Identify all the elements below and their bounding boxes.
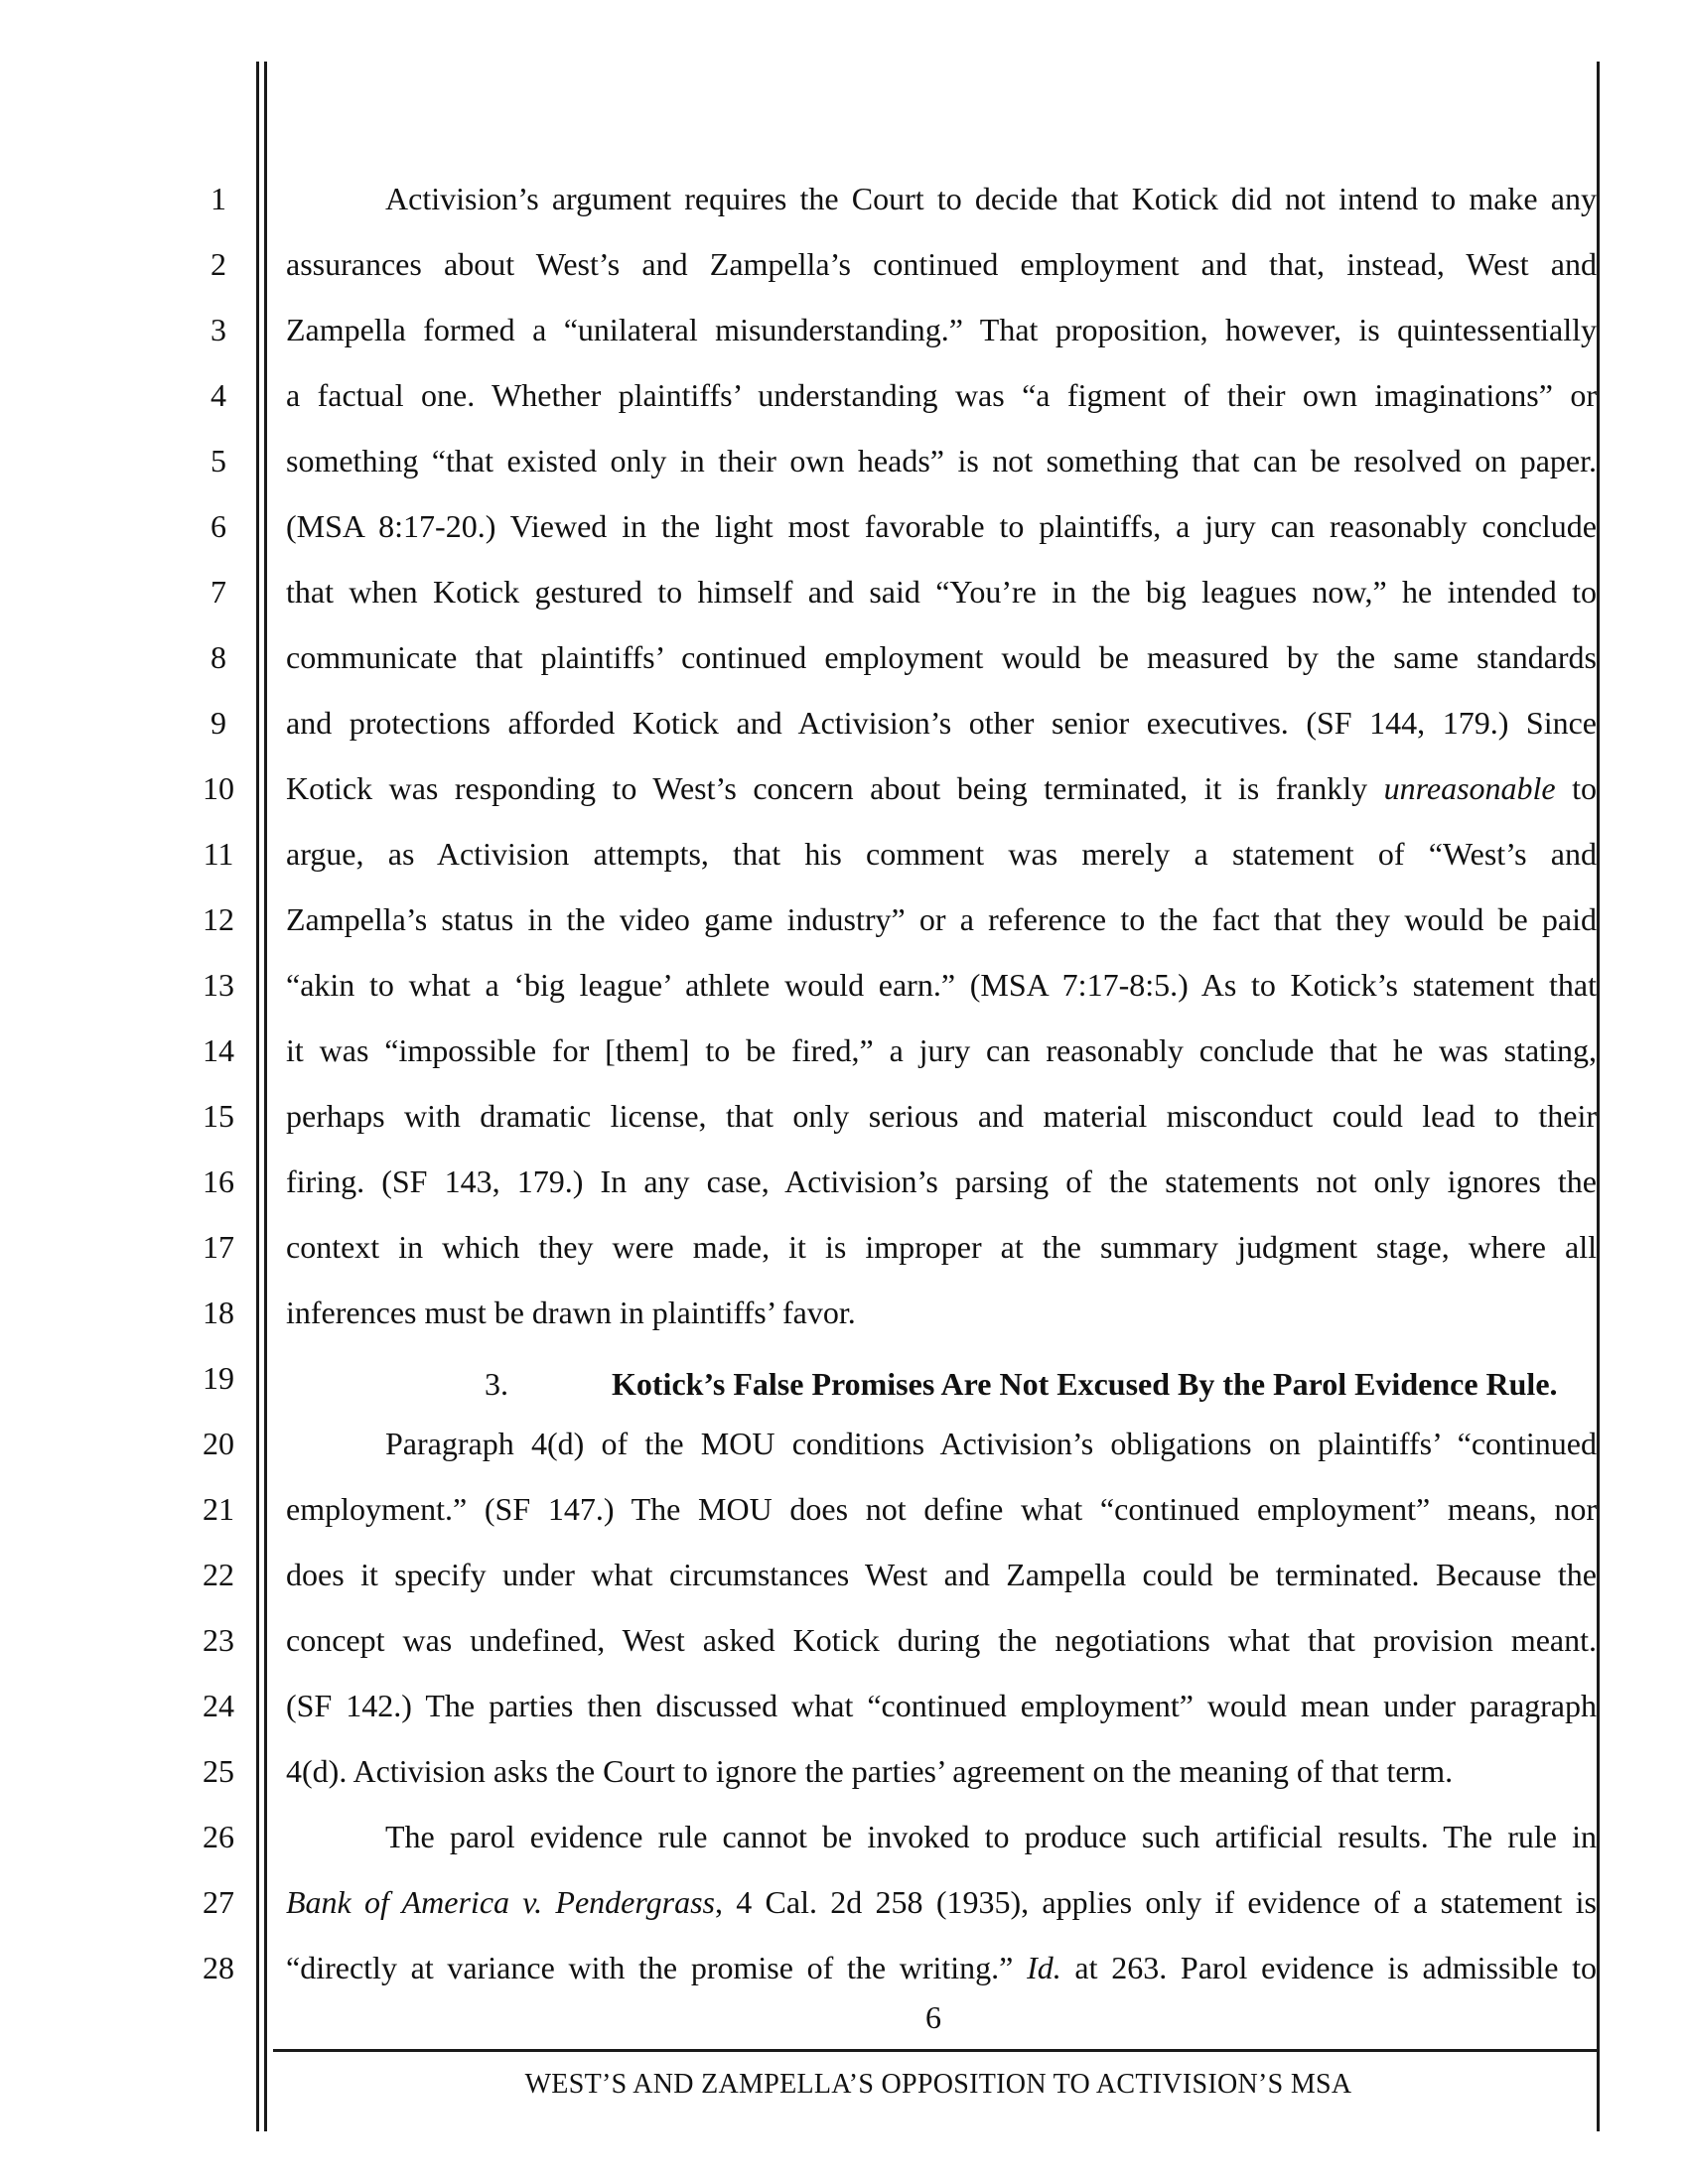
line-number: 17 xyxy=(203,1229,234,1265)
line-number: 21 xyxy=(203,1491,234,1527)
text-line: a factual one. Whether plaintiffs’ understanding was “a figment of their own imaginations” or xyxy=(286,377,1597,413)
text-run: Kotick was responding to West’s concern about being terminated, it is frankly xyxy=(286,770,1384,806)
line-number: 8 xyxy=(211,639,226,675)
line-number: 6 xyxy=(211,508,226,544)
line-number: 4 xyxy=(211,377,226,413)
section-number: 3. xyxy=(485,1366,508,1402)
right-margin-rule xyxy=(1597,62,1600,2131)
text-line: “akin to what a ‘big league’ athlete would earn.” (MSA 7:17-8:5.) As to Kotick’s statement that xyxy=(286,967,1597,1003)
text-run: at 263. Parol evidence is admissible to xyxy=(1060,1950,1598,1985)
line-number: 9 xyxy=(211,705,226,741)
line-number: 12 xyxy=(203,901,234,937)
line-number: 24 xyxy=(203,1688,234,1723)
text-line: and protections afforded Kotick and Activision’s other senior executives. (SF 144, 179.) Since xyxy=(286,705,1597,741)
text-line: Paragraph 4(d) of the MOU conditions Activision’s obligations on plaintiffs’ “continued xyxy=(385,1426,1597,1461)
text-line xyxy=(286,1882,1597,1922)
text-line: Activision’s argument requires the Court to decide that Kotick did not intend to make any xyxy=(385,181,1597,216)
text-run: “directly at variance with the promise of the writing.” xyxy=(286,1950,1028,1985)
line-number: 22 xyxy=(203,1557,234,1592)
text-line: The parol evidence rule cannot be invoked to produce such artificial results. The rule in xyxy=(385,1819,1597,1854)
line-number: 25 xyxy=(203,1753,234,1789)
line-number: 28 xyxy=(203,1950,234,1985)
line-number: 19 xyxy=(203,1360,234,1396)
line-number: 13 xyxy=(203,967,234,1003)
text-line: perhaps with dramatic license, that only serious and material misconduct could lead to their xyxy=(286,1098,1597,1134)
text-line: that when Kotick gestured to himself and said “You’re in the big leagues now,” he intended to xyxy=(286,574,1597,610)
case-name: Bank of America v. Pendergrass xyxy=(286,1884,715,1920)
text-line: inferences must be drawn in plaintiffs’ favor. xyxy=(286,1295,856,1330)
section-title: Kotick’s False Promises Are Not Excused By the Parol Evidence Rule. xyxy=(612,1366,1558,1402)
text-line: argue, as Activision attempts, that his comment was merely a statement of “West’s and xyxy=(286,836,1597,872)
line-number: 23 xyxy=(203,1622,234,1658)
text-line: something “that existed only in their own heads” is not something that can be resolved on paper. xyxy=(286,443,1597,478)
line-number: 16 xyxy=(203,1163,234,1199)
line-number: 18 xyxy=(203,1295,234,1330)
line-number: 27 xyxy=(203,1884,234,1920)
citation-id: Id. xyxy=(1027,1950,1061,1985)
line-number: 11 xyxy=(203,836,234,872)
text-line: assurances about West’s and Zampella’s continued employment and that, instead, West and xyxy=(286,246,1597,282)
line-number: 15 xyxy=(203,1098,234,1134)
line-number: 26 xyxy=(203,1819,234,1854)
line-number: 14 xyxy=(203,1032,234,1068)
text-line: it was “impossible for [them] to be fired,” a jury can reasonably conclude that he was stating, xyxy=(286,1032,1597,1068)
text-line: communicate that plaintiffs’ continued employment would be measured by the same standards xyxy=(286,639,1597,675)
text-line xyxy=(286,768,1597,808)
text-line: (SF 142.) The parties then discussed what “continued employment” would mean under paragraph xyxy=(286,1688,1597,1723)
text-line xyxy=(286,1948,1597,1987)
text-run: to xyxy=(1555,770,1598,806)
left-margin-double-rule-inner xyxy=(264,62,267,2131)
text-line: employment.” (SF 147.) The MOU does not define what “continued employment” means, nor xyxy=(286,1491,1597,1527)
line-number: 10 xyxy=(203,770,234,806)
text-run: , 4 Cal. 2d 258 (1935), applies only if evidence of a statement is xyxy=(715,1884,1598,1920)
line-number: 7 xyxy=(211,574,226,610)
text-line: firing. (SF 143, 179.) In any case, Activision’s parsing of the statements not only ignores the xyxy=(286,1163,1597,1199)
text-line: Zampella formed a “unilateral misunderstanding.” That proposition, however, is quintessentially xyxy=(286,312,1597,347)
footer-divider-line xyxy=(273,2049,1597,2052)
text-line: (MSA 8:17-20.) Viewed in the light most favorable to plaintiffs, a jury can reasonably conclude xyxy=(286,508,1597,544)
line-number: 5 xyxy=(211,443,226,478)
line-number: 2 xyxy=(211,246,226,282)
text-line: concept was undefined, West asked Kotick during the negotiations what that provision meant. xyxy=(286,1622,1597,1658)
footer-title: WEST’S AND ZAMPELLA’S OPPOSITION TO ACTIVISION’S MSA xyxy=(524,2069,1352,2100)
left-margin-double-rule-outer xyxy=(256,62,259,2131)
text-line: context in which they were made, it is improper at the summary judgment stage, where all xyxy=(286,1229,1597,1265)
text-line: Zampella’s status in the video game industry” or a reference to the fact that they would be paid xyxy=(286,901,1597,937)
text-line: 4(d). Activision asks the Court to ignore the parties’ agreement on the meaning of that term. xyxy=(286,1753,1454,1789)
line-number: 20 xyxy=(203,1426,234,1461)
section-heading xyxy=(260,1364,1571,1404)
line-number: 1 xyxy=(211,181,226,216)
text-line: does it specify under what circumstances West and Zampella could be terminated. Because the xyxy=(286,1557,1597,1592)
line-number: 3 xyxy=(211,312,226,347)
page-number: 6 xyxy=(925,1999,941,2035)
emphasized-text: unreasonable xyxy=(1383,770,1556,806)
